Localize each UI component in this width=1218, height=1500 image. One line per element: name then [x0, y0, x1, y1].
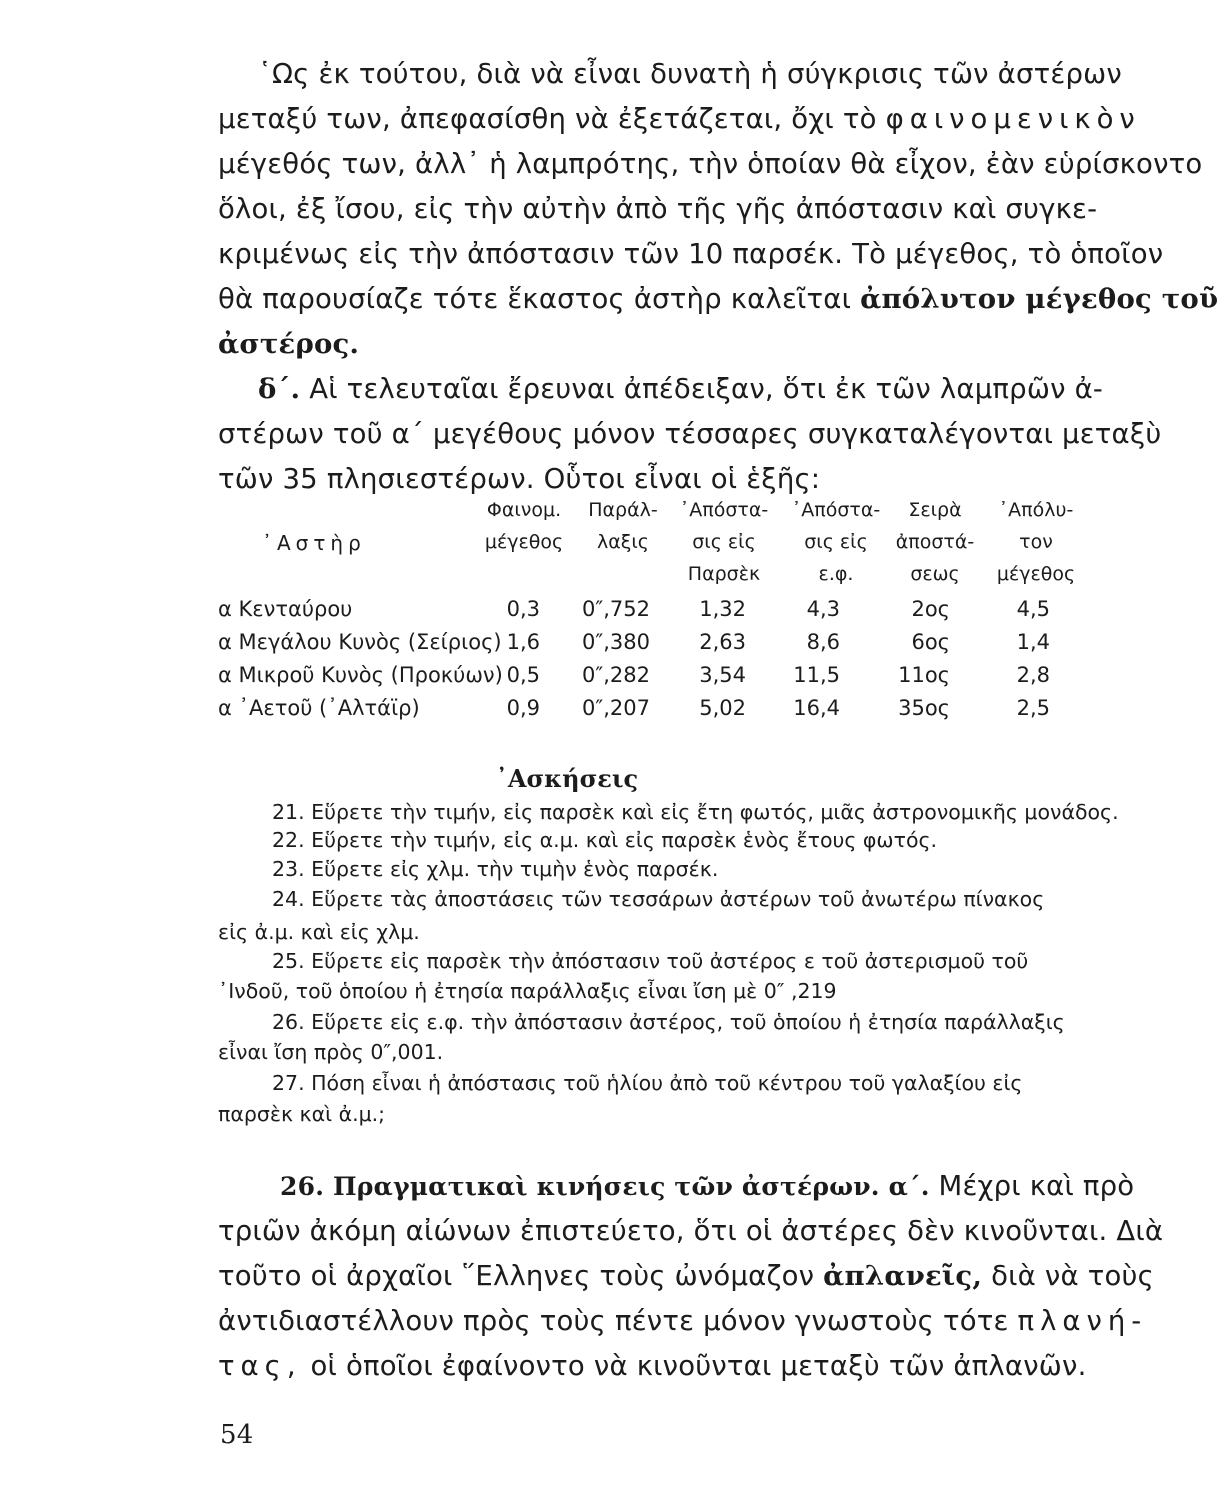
header-mag-2: μέγεθος: [484, 531, 564, 553]
table-row-rank: 11ος: [898, 663, 950, 687]
table-row-star: α Μικροῦ Κυνὸς (Προκύων): [218, 663, 503, 687]
exercise-number: 24.: [272, 887, 305, 911]
section-26-line-5: [218, 1350, 1087, 1382]
spaced-term: φαινομενικὸν: [885, 103, 1141, 135]
section-subpart: α΄.: [888, 1172, 930, 1201]
intro-line-5: κριμένως εἰς τὴν ἀπόστασιν τῶν 10 παρσέκ. Τὸ μέγεθος, τὸ ὁποῖον: [218, 238, 1164, 270]
table-row-dpc: 1,32: [699, 597, 746, 621]
delta-line-1-text: Αἱ τελευταῖαι ἔρευναι ἀπέδειξαν, ὅτι ἐκ τῶν λαμπρῶν ἀ-: [300, 373, 1104, 405]
header-abs-1: ᾿Απόλυ-: [998, 499, 1074, 521]
exercise-text: Εὕρετε τὴν τιμήν, εἰς παρσὲκ καὶ εἰς ἔτη φωτός, μιᾶς ἀστρονομικῆς μονάδος.: [311, 800, 1119, 824]
exercise-number: 21.: [272, 800, 305, 824]
table-row-abs: 2,8: [1016, 663, 1050, 687]
table-row-mag: 0,5: [506, 663, 540, 687]
exercise-text: Εὕρετε τὴν τιμήν, εἰς α.μ. καὶ εἰς παρσὲκ ἑνὸς ἔτους φωτός.: [311, 828, 938, 852]
table-row-abs: 1,4: [1016, 630, 1050, 654]
table-row-dly: 16,4: [793, 696, 840, 720]
intro-line-1: ῾Ως ἐκ τούτου, διὰ νὰ εἶναι δυνατὴ ἡ σύγκρισις τῶν ἀστέρων: [258, 58, 1122, 90]
delta-label: δ΄.: [258, 373, 301, 405]
exercise-text: Εὕρετε τὰς ἀποστάσεις τῶν τεσσάρων ἀστέρων τοῦ ἀνωτέρω πίνακος: [311, 887, 1045, 911]
table-row-mag: 0,3: [506, 597, 540, 621]
table-row-dly: 11,5: [793, 663, 840, 687]
delta-line-1: [258, 373, 1103, 405]
delta-line-3: τῶν 35 πλησιεστέρων. Οὗτοι εἶναι οἱ ἑξῆς:: [218, 463, 821, 495]
header-rank-3: σεως: [910, 563, 960, 585]
table-row-par: 0″,282: [582, 663, 650, 687]
table-row-rank: 2ος: [911, 597, 950, 621]
intro-line-2-text: μεταξύ των, ἀπεφασίσθη νὰ ἐξετάζεται, ὄχι τὸ: [218, 103, 886, 135]
bold-term: ἀπόλυτον μέγεθος τοῦ: [860, 283, 1218, 315]
header-par-2: λαξις: [597, 531, 649, 553]
exercise-text: Πόση εἶναι ἡ ἀπόστασις τοῦ ἡλίου ἀπὸ τοῦ κέντρου τοῦ γαλαξίου εἰς: [311, 1071, 1023, 1095]
section-26-line-5b: οἱ ὁποῖοι ἐφαίνοντο νὰ κινοῦνται μεταξὺ τῶν ἀπλανῶν.: [301, 1350, 1087, 1382]
intro-line-3: μέγεθός των, ἀλλ᾿ ἡ λαμπρότης, τὴν ὁποίαν θὰ εἶχον, ἐὰν εὑρίσκοντο: [218, 148, 1203, 180]
exercise-item: [272, 828, 937, 852]
table-row-mag: 1,6: [506, 630, 540, 654]
exercise-item: [272, 800, 1119, 824]
exercise-number: 26.: [272, 1010, 305, 1034]
exercise-number: 25.: [272, 949, 305, 973]
section-heading: [280, 1172, 939, 1201]
table-row-rank: 35ος: [898, 696, 950, 720]
exercise-number: 27.: [272, 1071, 305, 1095]
section-26-line-1: [280, 1170, 1134, 1202]
intro-line-7: ἀστέρος.: [218, 328, 360, 360]
spaced-term: τας,: [218, 1350, 302, 1382]
table-row-par: 0″,380: [582, 630, 650, 654]
table-row-par: 0″,207: [582, 696, 650, 720]
table-row-mag: 0,9: [506, 696, 540, 720]
section-number: 26.: [280, 1172, 325, 1201]
exercise-number: 22.: [272, 828, 305, 852]
header-dly-1: ᾿Απόστα-: [791, 499, 881, 521]
exercise-item: [272, 1071, 1022, 1095]
section-26-line-3: [218, 1260, 1154, 1292]
section-title: Πραγματικαὶ κινήσεις τῶν ἀστέρων.: [333, 1172, 880, 1201]
header-dly-2: σις εἰς: [804, 531, 868, 553]
page-number: 54: [220, 1420, 254, 1450]
table-row-abs: 2,5: [1016, 696, 1050, 720]
exercise-continuation: εἰς ἀ.μ. καὶ εἰς χλμ.: [218, 920, 420, 944]
intro-line-6: [218, 283, 1218, 315]
table-row-dpc: 5,02: [699, 696, 746, 720]
exercises-title: ᾿Ασκήσεις: [495, 764, 639, 793]
section-26-line-1-text: Μέχρι καὶ πρὸ: [938, 1170, 1135, 1202]
table-row-star: α Κενταύρου: [218, 597, 353, 621]
bold-term: ἀπλανεῖς,: [823, 1260, 983, 1292]
intro-line-2: [218, 103, 1141, 135]
section-26-line-4: [218, 1305, 1147, 1337]
header-dpc-1: ᾿Απόστα-: [679, 499, 769, 521]
exercise-number: 23.: [272, 857, 305, 881]
table-row-abs: 4,5: [1016, 597, 1050, 621]
exercise-text: Εὕρετε εἰς παρσὲκ τὴν ἀπόστασιν τοῦ ἀστέρος ε τοῦ ἀστερισμοῦ τοῦ: [311, 949, 1029, 973]
exercise-continuation: ᾿Ινδοῦ, τοῦ ὁποίου ἡ ἐτησία παράλλαξις εἶναι ἴση μὲ 0″ ,219: [218, 979, 837, 1003]
exercise-item: [272, 857, 718, 881]
section-26-line-4a: ἀντιδιαστέλλουν πρὸς τοὺς πέντε μόνον γνωστοὺς τότε: [218, 1305, 1018, 1337]
header-par-1: Παράλ-: [588, 499, 658, 521]
intro-line-6-text: θὰ παρουσίαζε τότε ἕκαστος ἀστὴρ καλεῖται: [218, 283, 861, 315]
exercise-continuation: παρσὲκ καὶ ἀ.μ.;: [218, 1102, 386, 1126]
section-26-line-2: τριῶν ἀκόμη αἰώνων ἐπιστεύετο, ὅτι οἱ ἀστέρες δὲν κινοῦνται. Διὰ: [218, 1215, 1164, 1247]
intro-line-4: ὅλοι, ἐξ ἴσου, εἰς τὴν αὐτὴν ἀπὸ τῆς γῆς ἀπόστασιν καὶ συγκε-: [218, 193, 1098, 225]
header-dly-3: ε.φ.: [818, 563, 854, 585]
exercise-continuation: εἶναι ἴση πρὸς 0″,001.: [218, 1040, 444, 1064]
header-star: ᾿Αστὴρ: [262, 531, 366, 555]
section-26-line-3c: διὰ νὰ τοὺς: [982, 1260, 1154, 1292]
table-row-star: α ᾿Αετοῦ (᾿Αλτάϊρ): [218, 696, 420, 720]
table-row-dpc: 2,63: [699, 630, 746, 654]
table-row-dpc: 3,54: [699, 663, 746, 687]
table-row-rank: 6ος: [911, 630, 950, 654]
table-row-dly: 4,3: [806, 597, 840, 621]
spaced-term: πλανή-: [1017, 1305, 1148, 1337]
table-row-star: α Μεγάλου Κυνὸς (Σείριος): [218, 630, 502, 654]
exercise-text: Εὕρετε εἰς χλμ. τὴν τιμὴν ἑνὸς παρσέκ.: [311, 857, 719, 881]
section-26-line-3a: τοῦτο οἱ ἀρχαῖοι ῞Ελληνες τοὺς ὠνόμαζον: [218, 1260, 824, 1292]
table-row-dly: 8,6: [806, 630, 840, 654]
exercise-item: [272, 949, 1028, 973]
header-rank-2: ἀποστά-: [895, 531, 975, 553]
header-dpc-2: σις εἰς: [692, 531, 756, 553]
table-row-par: 0″,752: [582, 597, 650, 621]
delta-line-2: στέρων τοῦ α΄ μεγέθους μόνον τέσσαρες συγκαταλέγονται μεταξὺ: [218, 418, 1162, 450]
header-dpc-3: Παρσὲκ: [687, 563, 761, 585]
header-abs-2: τον: [1019, 531, 1053, 553]
header-abs-3: μέγεθος: [996, 563, 1076, 585]
exercise-text: Εὕρετε εἰς ε.φ. τὴν ἀπόστασιν ἀστέρος, τοῦ ὁποίου ἡ ἐτησία παράλλαξις: [311, 1010, 1065, 1034]
header-rank-1: Σειρὰ: [908, 499, 962, 521]
exercise-item: [272, 887, 1044, 911]
exercise-item: [272, 1010, 1065, 1034]
header-mag-1: Φαινομ.: [486, 499, 562, 521]
